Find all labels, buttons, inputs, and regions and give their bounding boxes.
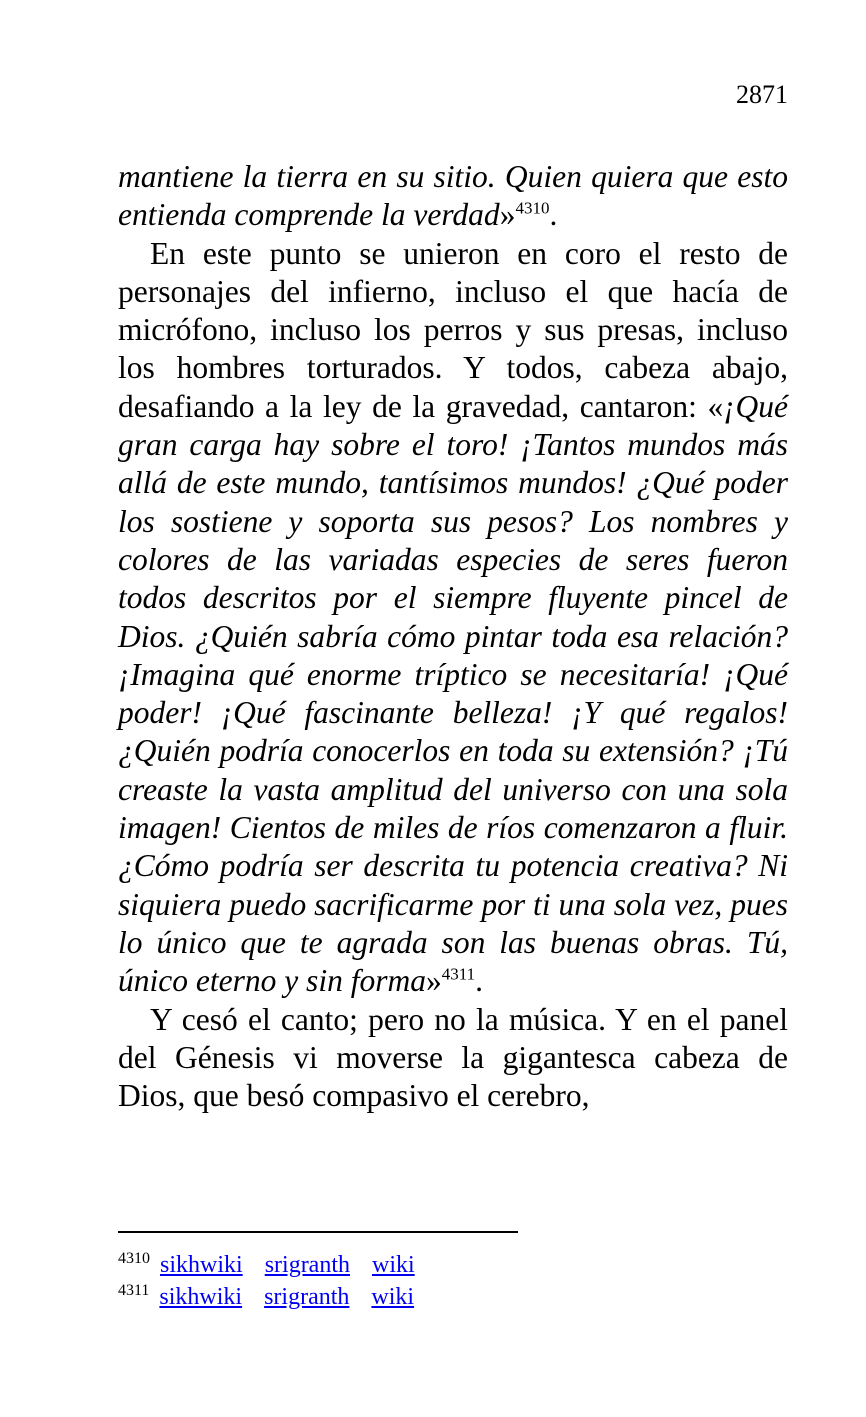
body-text xyxy=(118,158,788,1115)
page-number: 2871 xyxy=(736,80,788,109)
paragraph xyxy=(118,1001,788,1116)
footnote xyxy=(118,1249,431,1281)
footnote-divider xyxy=(118,1231,518,1233)
footnote-number: 4310 xyxy=(118,1250,150,1267)
italic-text: ¡Qué gran carga hay sobre el toro! ¡Tantos mundos más allá de este mundo, tantísimos mundos! ¿Qué poder los sostiene y soporta sus pesos? Los nombres y colores de las variadas especies de seres fueron todos descritos por el siempre fluyente pincel de Dios. ¿Quién sabría cómo pintar toda esa relación? ¡Imagina qué enorme tríptico se necesitaría! ¡Qué poder! ¡Qué fascinante belleza! ¡Y qué regalos! ¿Quién podría conocerlos en toda su extensión? ¡Tú creaste la vasta amplitud del universo con una sola imagen! Cientos de miles de ríos comenzaron a fluir. ¿Cómo podría ser descrita tu potencia creativa? Ni siquiera puedo sacrificarme por ti una sola vez, pues lo único que te agrada son las buenas obras. Tú, único eterno y sin forma xyxy=(118,388,788,999)
period: . xyxy=(475,963,483,999)
footnote-ref[interactable]: 4311 xyxy=(441,964,476,984)
plain-text: En este punto se unieron en coro el resto de personajes del infierno, incluso el que hacía de micrófono, incluso los perros y sus presas, incluso los hombres torturados. Y todos, cabeza abajo, desafiando a la ley de la gravedad, cantaron: « xyxy=(118,235,788,424)
srigranth-link[interactable]: srigranth xyxy=(264,1252,350,1278)
closing-quote: » xyxy=(425,963,442,999)
footnote-ref[interactable]: 4310 xyxy=(515,198,550,218)
footnote xyxy=(118,1281,431,1313)
italic-text: mantiene la tierra en su sitio. Quien quiera que esto entienda comprende la verdad xyxy=(118,159,788,233)
sikhwiki-link[interactable]: sikhwiki xyxy=(160,1252,243,1278)
wiki-link[interactable]: wiki xyxy=(371,1284,415,1310)
footnote-number: 4311 xyxy=(118,1282,150,1299)
srigranth-link[interactable]: srigranth xyxy=(264,1284,350,1310)
paragraph xyxy=(118,158,788,235)
paragraph xyxy=(118,235,788,1001)
closing-quote: » xyxy=(499,197,516,233)
wiki-link[interactable]: wiki xyxy=(372,1252,415,1278)
footnotes xyxy=(118,1249,431,1313)
period: . xyxy=(549,197,558,233)
sikhwiki-link[interactable]: sikhwiki xyxy=(159,1284,243,1310)
plain-text: Y cesó el canto; pero no la música. Y en el panel del Génesis vi moverse la gigantesca cabeza de Dios, que besó compasivo el cerebro, xyxy=(118,1001,788,1114)
